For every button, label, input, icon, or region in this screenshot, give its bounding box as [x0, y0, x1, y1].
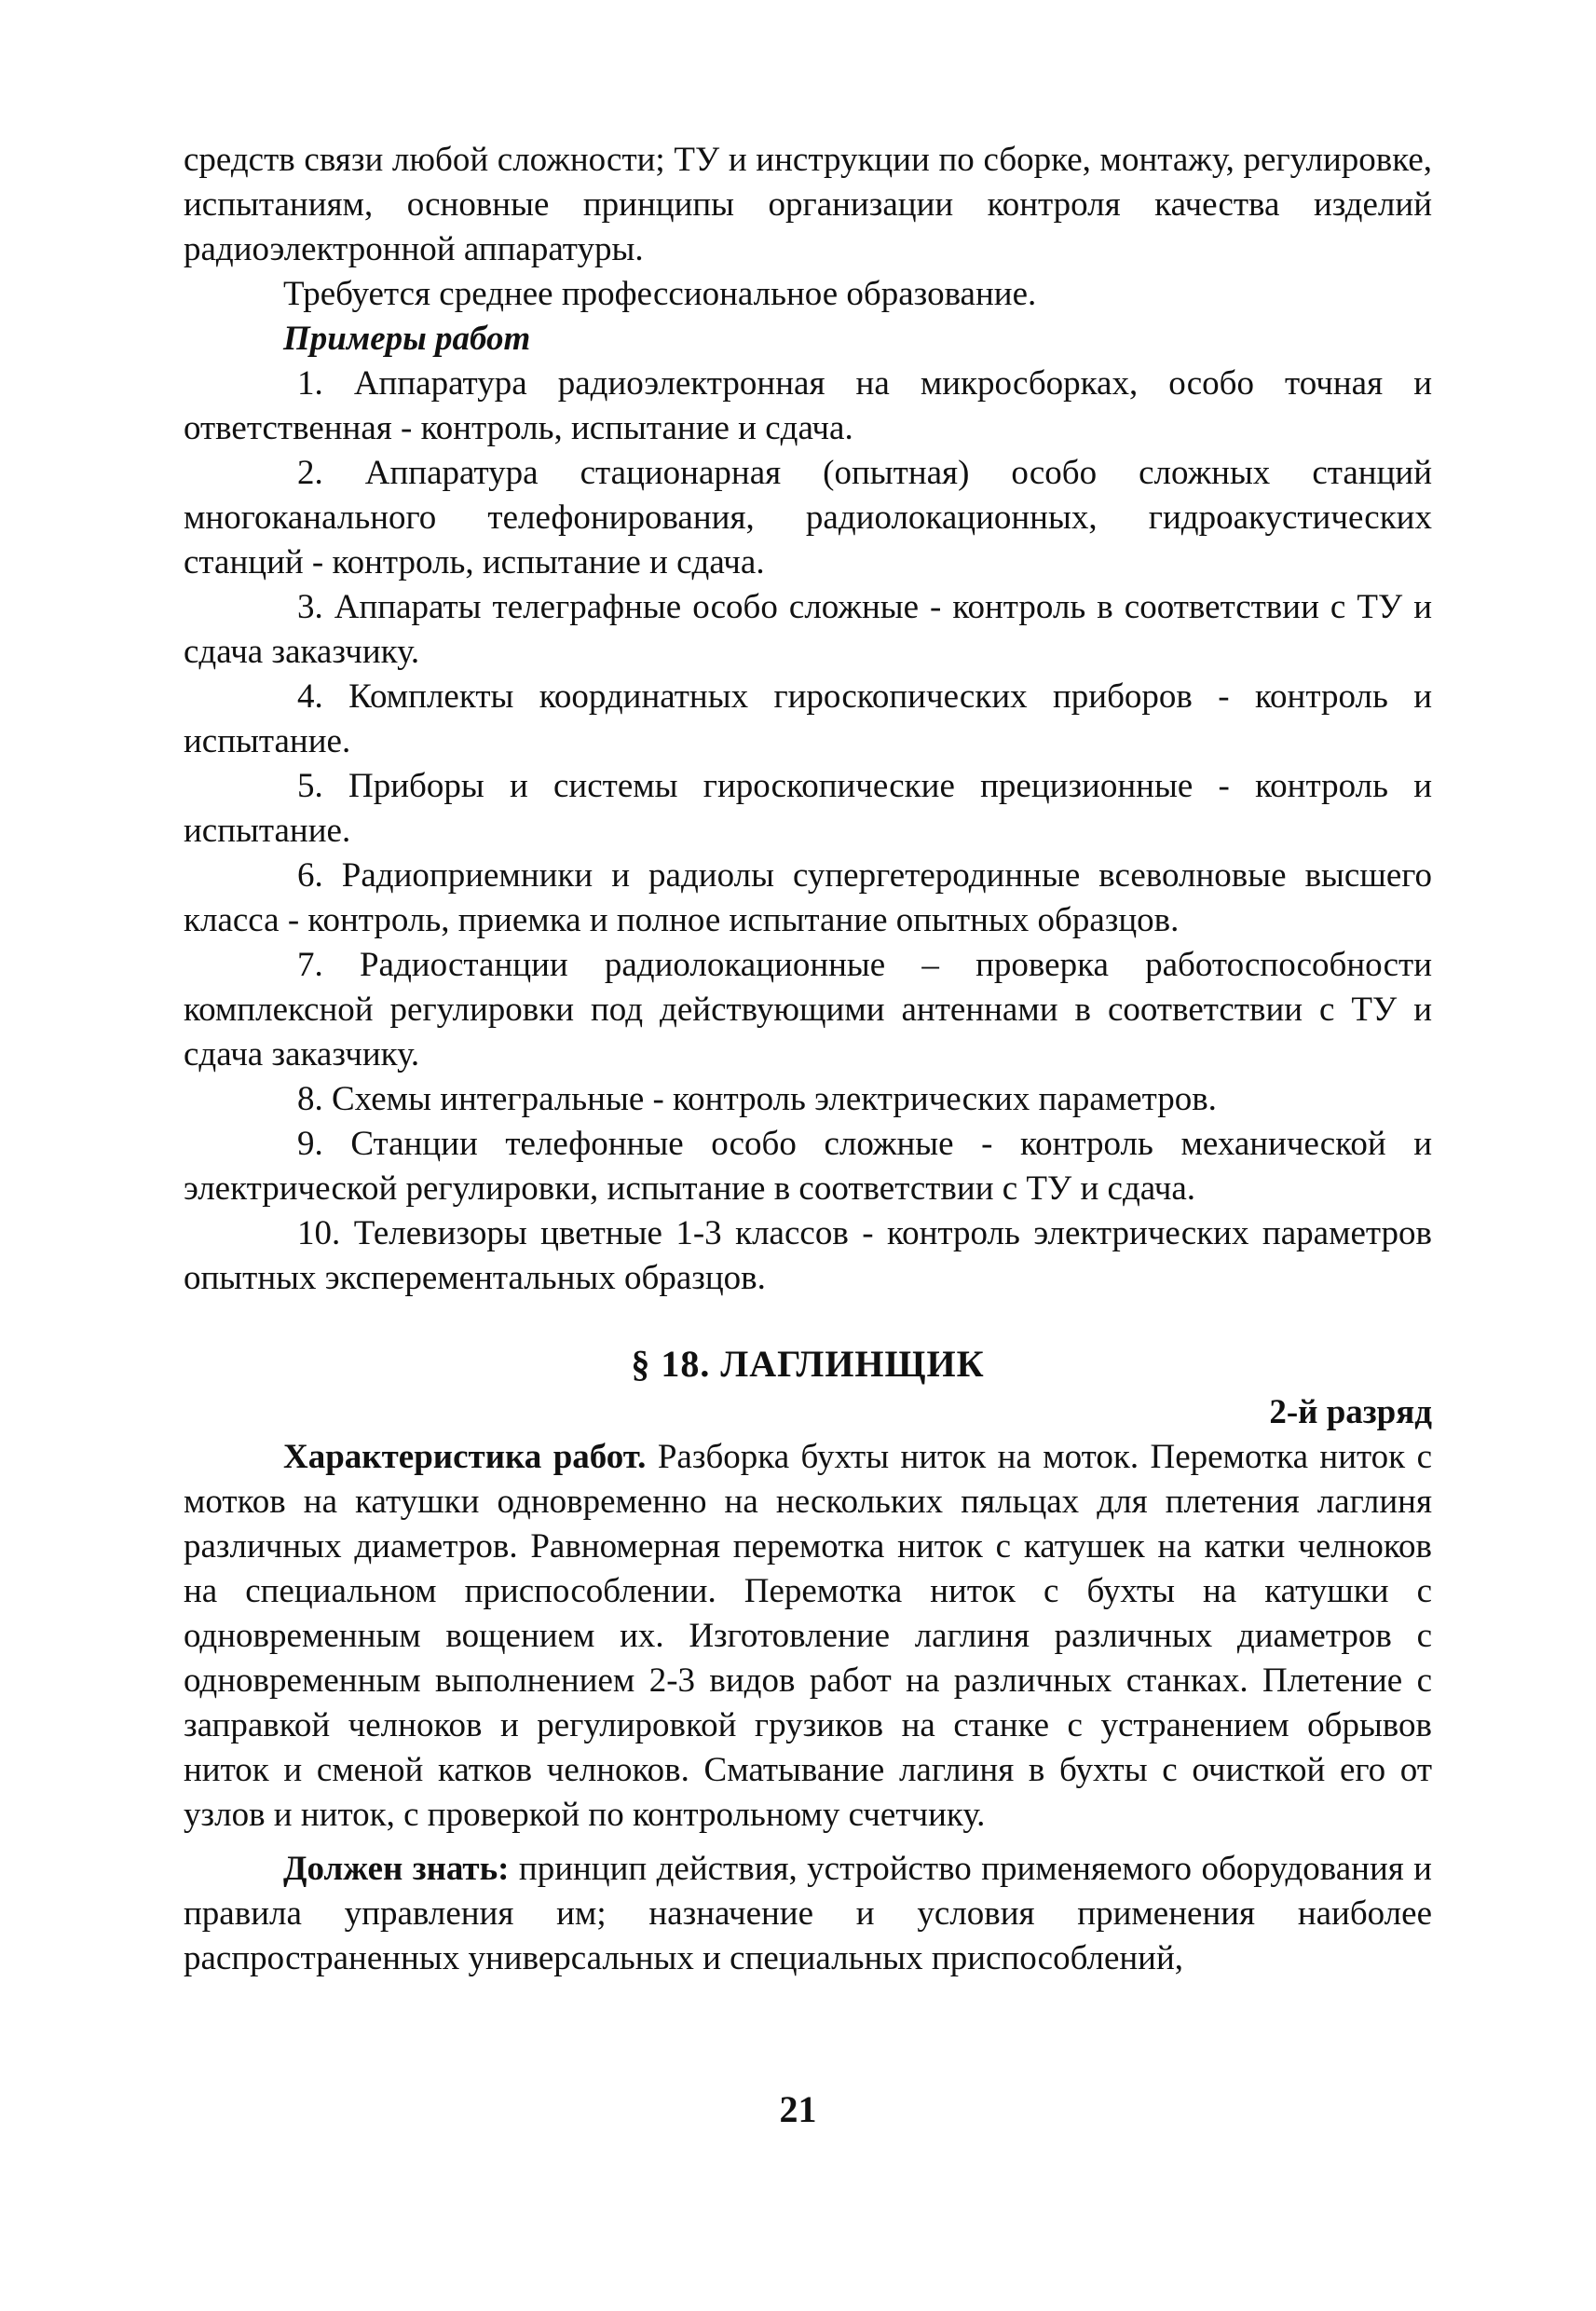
section-title: § 18. ЛАГЛИНЩИК — [631, 1343, 985, 1385]
knowledge-text: принцип действия, устройство применяемого оборудования и правила управления им; назначение и условия применения наиболее распространенных универсальных и специальных приспособлений, — [184, 1850, 1432, 1977]
continuation-paragraph: средств связи любой сложности; ТУ и инструкции по сборке, монтажу, регулировке, испытаниям, основные принципы организации контроля качества изделий радиоэлектронной аппаратуры. — [184, 141, 1432, 268]
example-item-4: 4. Комплекты координатных гироскопических приборов - контроль и испытание. — [184, 677, 1432, 760]
example-item-2: 2. Аппаратура стационарная (опытная) особо сложных станций многоканального телефонирования, радиолокационных, гидроакустических станций - контроль, испытание и сдача. — [184, 454, 1432, 581]
page-number: 21 — [779, 2088, 817, 2130]
characteristics-label: Характеристика работ. — [283, 1438, 647, 1476]
example-item-1: 1. Аппаратура радиоэлектронная на микросборках, особо точная и ответственная - контроль, испытание и сдача. — [184, 364, 1432, 447]
knowledge-paragraph — [184, 1847, 1432, 1981]
example-item-8: 8. Схемы интегральные - контроль электрических параметров. — [297, 1080, 1217, 1118]
example-item-6: 6. Радиоприемники и радиолы супергетеродинные всеволновые высшего класса - контроль, приемка и полное испытание опытных образцов. — [184, 856, 1432, 939]
characteristics-paragraph — [184, 1435, 1432, 1838]
example-item-7: 7. Радиостанции радиолокационные – проверка работоспособности комплексной регулировки под действующими антеннами в соответствии с ТУ и сдача заказчику. — [184, 946, 1432, 1073]
grade-label: 2-й разряд — [1269, 1393, 1432, 1431]
characteristics-text: Разборка бухты ниток на моток. Перемотка ниток с мотков на катушки одновременно на нескольких пяльцах для плетения лаглиня различных диаметров. Равномерная перемотка ниток с катушек на катки челноков на специальном приспособлении. Перемотка ниток с бухты на катушки с одновременным вощением их. Изготовление лаглиня различных диаметров с одновременным выполнением 2-3 видов работ на различных станках. Плетение с заправкой челноков и регулировкой грузиков на станке с устранением обрывов ниток и сменой катков челноков. Сматывание лаглиня в бухты с очисткой его от узлов и ниток, с проверкой по контрольному счетчику. — [184, 1438, 1432, 1834]
education-requirement: Требуется среднее профессиональное образование. — [283, 275, 1037, 313]
example-item-10: 10. Телевизоры цветные 1-3 классов - контроль электрических параметров опытных эксперементальных образцов. — [184, 1214, 1432, 1297]
example-item-5: 5. Приборы и системы гироскопические прецизионные - контроль и испытание. — [184, 767, 1432, 850]
examples-heading: Примеры работ — [283, 320, 531, 358]
knowledge-label: Должен знать: — [283, 1850, 510, 1888]
example-item-3: 3. Аппараты телеграфные особо сложные - контроль в соответствии с ТУ и сдача заказчику. — [184, 588, 1432, 671]
document-page — [184, 138, 1432, 1981]
example-item-9: 9. Станции телефонные особо сложные - контроль механической и электрической регулировки, испытание в соответствии с ТУ и сдача. — [184, 1125, 1432, 1208]
